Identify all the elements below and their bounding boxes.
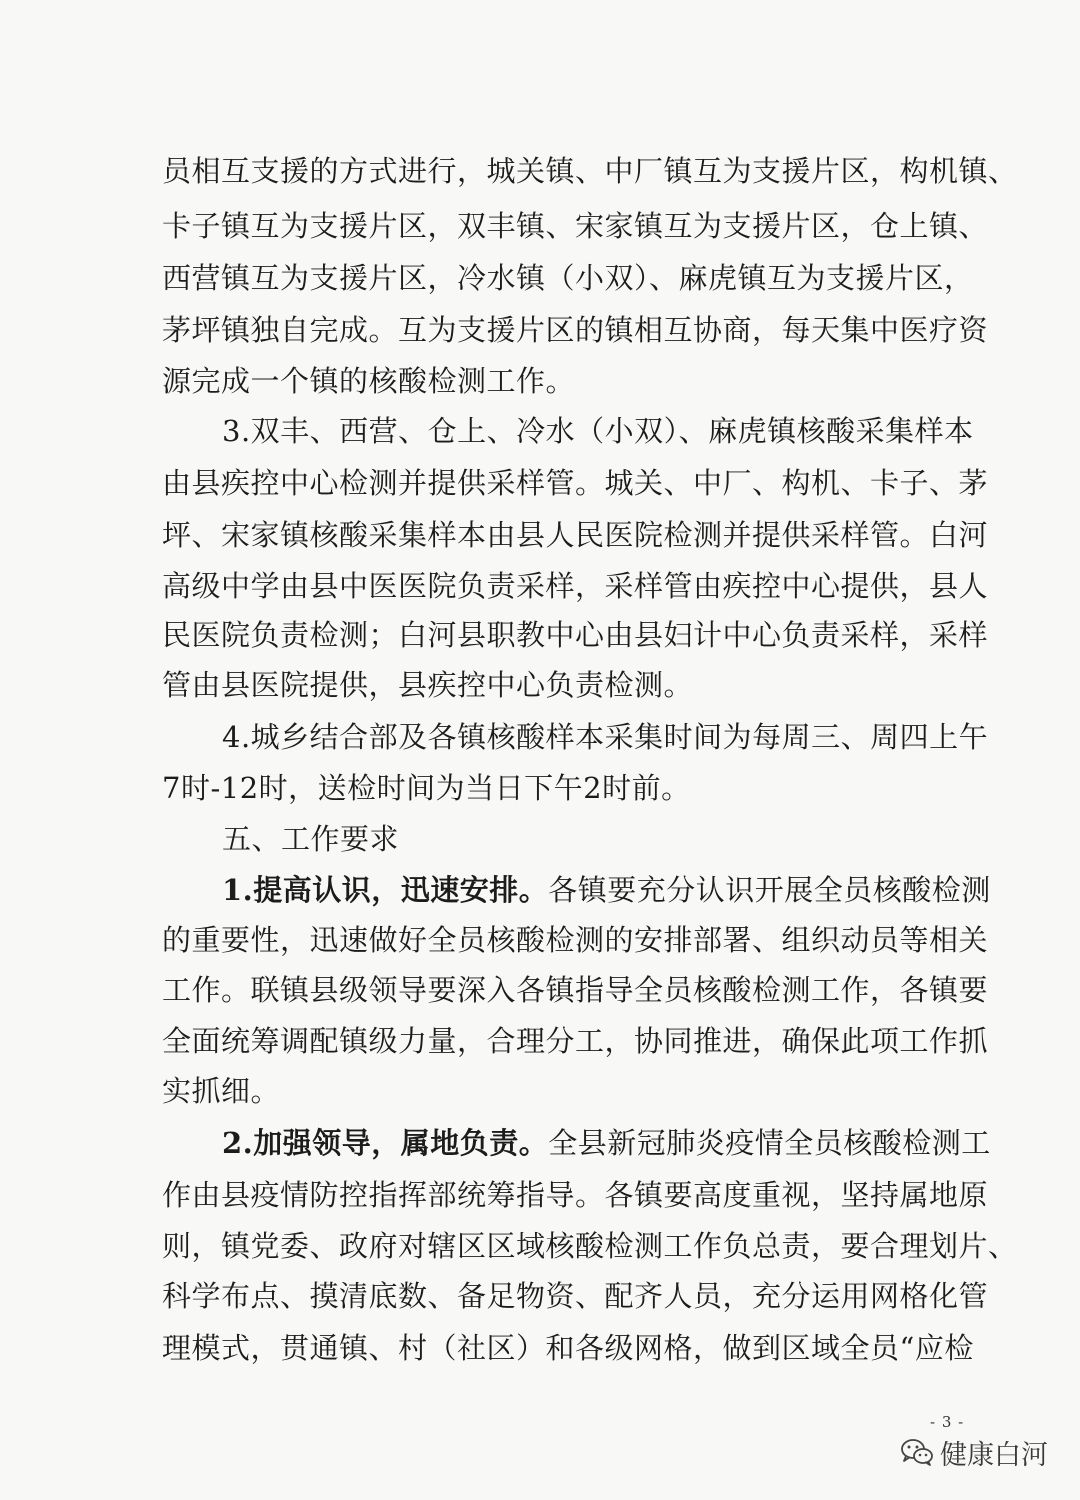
- bold-heading-1: 1.提高认识，迅速安排。: [222, 873, 549, 907]
- body-line: 的重要性，迅速做好全员核酸检测的安排部署、组织动员等相关: [162, 923, 989, 957]
- body-line: 理模式，贯通镇、村（社区）和各级网格，做到区域全员“应检: [162, 1331, 974, 1365]
- body-line: 卡子镇互为支援片区，双丰镇、宋家镇互为支援片区，仓上镇、: [162, 209, 989, 243]
- body-text: 各镇要充分认识开展全员核酸检测: [548, 873, 991, 907]
- wechat-watermark: [900, 1432, 1048, 1472]
- body-line: 由县疾控中心检测并提供采样管。城关、中厂、构机、卡子、茅: [162, 466, 989, 500]
- watermark-text: 健康白河: [940, 1439, 1048, 1471]
- paragraph-4-start: 4.城乡结合部及各镇核酸样本采集时间为每周三、周四上午: [222, 720, 989, 754]
- body-line: 高级中学由县中医医院负责采样，采样管由疾控中心提供，县人: [162, 569, 989, 603]
- body-line: 西营镇互为支援片区，冷水镇（小双）、麻虎镇互为支援片区，: [162, 261, 974, 295]
- body-line: 工作。联镇县级领导要深入各镇指导全员核酸检测工作，各镇要: [162, 973, 989, 1007]
- body-line: 科学布点、摸清底数、备足物资、配齐人员，充分运用网格化管: [162, 1279, 989, 1313]
- wechat-icon: [900, 1437, 934, 1467]
- body-text: 全县新冠肺炎疫情全员核酸检测工: [548, 1126, 991, 1160]
- body-line: 实抓细。: [162, 1074, 281, 1108]
- body-line: 7时-12时，送检时间为当日下午2时前。: [162, 771, 691, 805]
- body-line: 则，镇党委、政府对辖区区域核酸检测工作负总责，要合理划片、: [162, 1229, 1018, 1263]
- body-line: 管由县医院提供，县疾控中心负责检测。: [162, 668, 694, 702]
- paragraph-2-start: [222, 1125, 991, 1161]
- bold-heading-2: 2.加强领导，属地负责。: [222, 1126, 549, 1160]
- body-line: 作由县疫情防控指挥部统筹指导。各镇要高度重视，坚持属地原: [162, 1178, 989, 1212]
- page-number: - 3 -: [930, 1413, 965, 1431]
- paragraph-1-start: [222, 872, 991, 908]
- body-line: 茅坪镇独自完成。互为支援片区的镇相互协商，每天集中医疗资: [162, 313, 989, 347]
- body-line: 全面统筹调配镇级力量，合理分工，协同推进，确保此项工作抓: [162, 1024, 989, 1058]
- body-line: 民医院负责检测；白河县职教中心由县妇计中心负责采样，采样: [162, 618, 989, 652]
- body-line: 员相互支援的方式进行，城关镇、中厂镇互为支援片区，构机镇、: [162, 154, 1018, 188]
- body-line: 源完成一个镇的核酸检测工作。: [162, 364, 576, 398]
- paragraph-3-start: 3.双丰、西营、仓上、冷水（小双）、麻虎镇核酸采集样本: [222, 414, 974, 448]
- section-heading: 五、工作要求: [222, 822, 400, 856]
- body-line: 坪、宋家镇核酸采集样本由县人民医院检测并提供采样管。白河: [162, 518, 989, 552]
